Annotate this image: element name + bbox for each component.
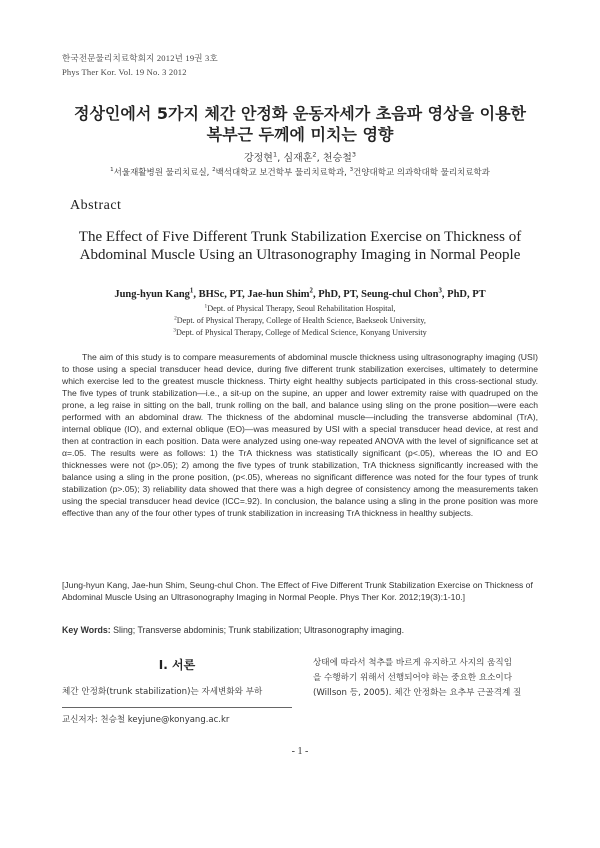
footnote-divider — [62, 707, 292, 708]
korean-affiliations: $^1$서울재활병원 물리치료실, $^2$백석대학교 보건학부 물리치료학과, $^3$건양대학교 의과학대학 물리치료학과 — [110, 167, 490, 178]
keywords — [62, 625, 538, 635]
english-affiliation-3: $^3$Dept. of Physical Therapy, College of Medical Science, Konyang University — [173, 327, 427, 337]
intro-right-column: 상태에 따라서 척추를 바르게 유지하고 사지의 움직임 을 수행하기 위해서 선행되어야 하는 중요한 요소이다 (Willson 등, 2005). 체간 안정화는 요추부 근골격계 질 — [313, 658, 522, 698]
abstract-heading: Abstract — [70, 198, 122, 213]
journal-header-english: Phys Ther Kor. Vol. 19 No. 3 2012 — [62, 67, 187, 77]
korean-authors: 강정현$^1$, 심재훈$^2$, 천승철$^3$ — [243, 150, 357, 164]
abstract-body: The aim of this study is to compare measurements of abdominal muscle thickness using ultrasonography imaging (USI) to those using a special transducer head device, during five different trunk stabilization exercises, ultimately to determine which exercise led to the greatest muscle thickness. Thirty eight healthy subjects participated in this cross-sectional study. The five types of trunk stabilization—i.e., a sit-up on the supine, an upper and lower extremity raise with quadruped on the prone, a leg raise in sitting on the ball, trunk rolling on the ball, and balance using sling on the prone position—were each performed with an abdominal draw. The thickness of the abdominal muscle—including the transverse abdominal (TrA), internal oblique (IO), and external oblique (EO)—was measured by USI with a special transducer head device, at rest and then at contraction in each position. Data were analyzed using one-way repeated ANOVA with the level of significance set at α=.05. The results were as follows: 1) the TrA thickness was statistically significant (p<.05), whereas the IO and EO thicknesses were not (p>.05); 2) among the five types of trunk stabilization, TrA thickness significantly increased with the balance using a sling in the prone position, (p<.05), whereas no significant difference was noted for the four types of trunk stabilization (p>.05); 3) reliability data showed that there was a high degree of consistency among the measurements taken using the special transducer head device (ICC=.92). In conclusion, the balance using a sling in the prone position was more effective than any of the four other types of trunk stabilization in increasing TrA thickness in healthy subjects. — [62, 352, 538, 518]
english-title: The Effect of Five Different Trunk Stabilization Exercise on Thickness of Abdominal Muscle Using an Ultrasonography Imaging in Normal People — [78, 229, 522, 263]
intro-left-column: 체간 안정화(trunk stabilization)는 자세변화와 부하 — [62, 687, 263, 697]
korean-title-line2: 복부근 두께에 미치는 영향 — [206, 125, 394, 144]
keywords-label: Key Words: — [62, 625, 111, 635]
english-affiliation-2: $^2$Dept. of Physical Therapy, College of Health Science, Baekseok University, — [174, 315, 426, 325]
section-heading-introduction: Ⅰ. 서론 — [158, 658, 196, 672]
korean-author-3: 천승철 — [322, 153, 352, 164]
korean-author-2: 심재훈 — [283, 153, 313, 164]
keywords-list: Sling; Transverse abdominis; Trunk stabilization; Ultrasonography imaging. — [113, 625, 405, 635]
page-number: - 1 - — [291, 746, 309, 757]
english-authors: Jung-hyun Kang$^1$, BHSc, PT, Jae-hun Shim$^2$, PhD, PT, Seung-chul Chon$^3$, PhD, PT — [114, 287, 486, 300]
citation: [Jung-hyun Kang, Jae-hun Shim, Seung-chul Chon. The Effect of Five Different Trunk Stabilization Exercise on Thickness of Abdominal Muscle Using an Ultrasonography Imaging in Normal People. Phys Ther Kor. 2012;19(3):1-10.] — [62, 580, 533, 602]
korean-title-line1: 정상인에서 5가지 체간 안정화 운동자세가 초음파 영상을 이용한 — [74, 104, 526, 123]
journal-header-korean: 한국전문물리치료학회지 2012년 19권 3호 — [62, 53, 218, 63]
korean-author-1: 강정현 — [243, 153, 273, 164]
english-affiliation-1: $^1$Dept. of Physical Therapy, Seoul Rehabilitation Hospital, — [204, 303, 396, 313]
corresponding-author-footnote: 교신저자: 천승철 keyjune@konyang.ac.kr — [62, 715, 230, 725]
korean-title — [40, 103, 560, 145]
